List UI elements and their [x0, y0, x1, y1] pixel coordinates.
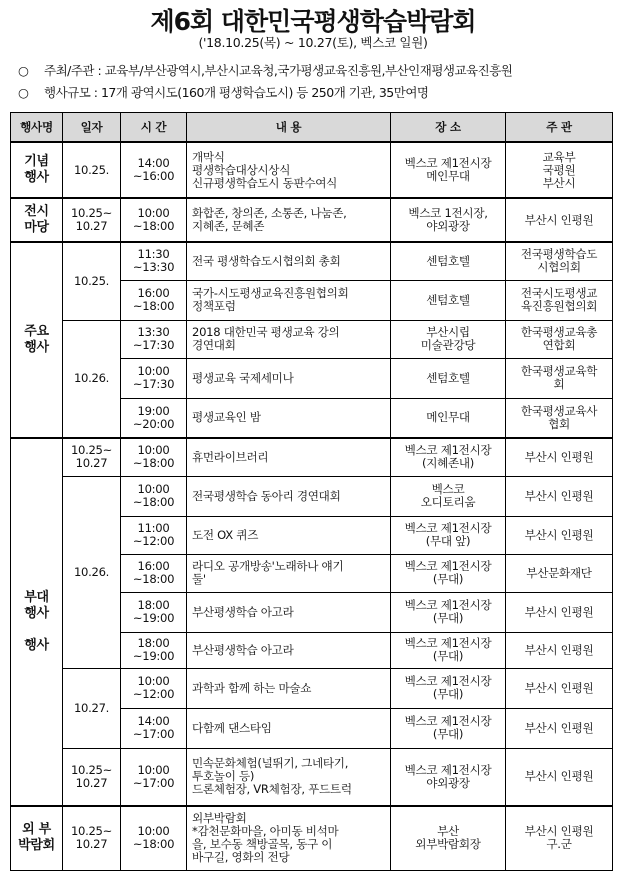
place-cell: 벡스코 제1전시장 (무대) [391, 668, 506, 708]
date-cell: 10.26. [63, 320, 121, 438]
host-cell: 부산시 인평원 [506, 708, 613, 748]
table-row [11, 198, 613, 242]
place-cell: 메인무대 [391, 398, 506, 438]
time-cell: 11:30 ~13:30 [121, 242, 187, 280]
content-cell: 평생교육인 밤 [187, 398, 391, 438]
host-cell: 부산시 인평원 [506, 748, 613, 806]
content-cell: 외부박람회 *감천문화마을, 아미동 비석마 을, 보수동 책방골목, 동구 이 바구길, 영화의 전당 [187, 806, 391, 870]
content-cell: 개막식 평생학습대상시상식 신규평생학습도시 동판수여식 [187, 142, 391, 198]
host-cell: 교육부 국평원 부산시 [506, 142, 613, 198]
time-cell: 10:00 ~12:00 [121, 668, 187, 708]
schedule-table [10, 112, 613, 871]
host-cell: 부산시 인평원 구.군 [506, 806, 613, 870]
table-row [11, 242, 613, 280]
place-cell: 벡스코 제1전시장 (무대) [391, 554, 506, 592]
time-cell: 16:00 ~18:00 [121, 554, 187, 592]
category-cell: 부대 행사 행사 [11, 438, 63, 806]
place-cell: 센텀호텔 [391, 280, 506, 320]
time-cell: 10:00 ~17:00 [121, 748, 187, 806]
host-cell: 전국평생학습도 시협의회 [506, 242, 613, 280]
place-cell: 벡스코 제1전시장 (무대) [391, 632, 506, 668]
table-row [11, 806, 613, 870]
content-cell: 부산평생학습 아고라 [187, 592, 391, 632]
date-cell: 10.25. [63, 142, 121, 198]
content-cell: 도전 OX 퀴즈 [187, 516, 391, 554]
date-cell: 10.25~ 10.27 [63, 438, 121, 476]
category-cell: 주요 행사 [11, 242, 63, 438]
info-line-organizer [18, 61, 512, 79]
date-cell: 10.27. [63, 668, 121, 748]
host-cell: 부산시 인평원 [506, 198, 613, 242]
place-cell: 벡스코 제1전시장 (무대 앞) [391, 516, 506, 554]
time-cell: 19:00 ~20:00 [121, 398, 187, 438]
time-cell: 13:30 ~17:30 [121, 320, 187, 358]
time-cell: 14:00 ~16:00 [121, 142, 187, 198]
table-row [11, 438, 613, 476]
place-cell: 센텀호텔 [391, 242, 506, 280]
content-cell: 전국 평생학습도시협의회 총회 [187, 242, 391, 280]
table-row [11, 320, 613, 358]
place-cell: 벡스코 제1전시장 (무대) [391, 708, 506, 748]
header-time: 시 간 [121, 113, 187, 143]
info-line-scale [18, 83, 428, 101]
page-subtitle: ('18.10.25(목) ~ 10.27(토), 벡스코 일원) [198, 35, 428, 50]
place-cell: 벡스코 오디토리움 [391, 476, 506, 516]
host-cell: 부산시 인평원 [506, 438, 613, 476]
time-cell: 10:00 ~18:00 [121, 438, 187, 476]
time-cell: 10:00 ~18:00 [121, 476, 187, 516]
date-cell: 10.25~ 10.27 [63, 198, 121, 242]
date-cell: 10.25. [63, 242, 121, 320]
time-cell: 10:00 ~18:00 [121, 806, 187, 870]
place-cell: 센텀호텔 [391, 358, 506, 398]
time-cell: 16:00 ~18:00 [121, 280, 187, 320]
content-cell: 다함께 댄스타임 [187, 708, 391, 748]
time-cell: 18:00 ~19:00 [121, 592, 187, 632]
table-row [11, 476, 613, 516]
time-cell: 11:00 ~12:00 [121, 516, 187, 554]
content-cell: 라디오 공개방송'노래하나 얘기 둘' [187, 554, 391, 592]
content-cell: 휴먼라이브러리 [187, 438, 391, 476]
host-cell: 부산시 인평원 [506, 516, 613, 554]
table-row [11, 668, 613, 708]
content-cell: 전국평생학습 동아리 경연대회 [187, 476, 391, 516]
bullet-icon: ○ [18, 85, 29, 100]
place-cell: 벡스코 제1전시장 야외광장 [391, 748, 506, 806]
content-cell: 2018 대한민국 평생교육 강의 경연대회 [187, 320, 391, 358]
header-event: 행사명 [11, 113, 63, 143]
bullet-icon: ○ [18, 63, 29, 78]
table-row [11, 142, 613, 198]
time-cell: 10:00 ~17:30 [121, 358, 187, 398]
host-cell: 부산시 인평원 [506, 592, 613, 632]
place-cell: 벡스코 제1전시장 (무대) [391, 592, 506, 632]
time-cell: 10:00 ~18:00 [121, 198, 187, 242]
header-content: 내 용 [187, 113, 391, 143]
host-cell: 부산시 인평원 [506, 632, 613, 668]
place-cell: 벡스코 1전시장, 야외광장 [391, 198, 506, 242]
header-place: 장 소 [391, 113, 506, 143]
content-cell: 과학과 함께 하는 마술쇼 [187, 668, 391, 708]
host-cell: 부산시 인평원 [506, 668, 613, 708]
header-date: 일자 [63, 113, 121, 143]
table-header-row [11, 113, 613, 143]
info-text: 주최/주관 : 교육부/부산광역시,부산시교육청,국가평생교육진흥원,부산인재평생교육진흥원 [44, 63, 513, 78]
header-host: 주 관 [506, 113, 613, 143]
place-cell: 부산 외부박람회장 [391, 806, 506, 870]
time-cell: 14:00 ~17:00 [121, 708, 187, 748]
place-cell: 벡스코 제1전시장 메인무대 [391, 142, 506, 198]
category-cell: 기념 행사 [11, 142, 63, 198]
content-cell: 부산평생학습 아고라 [187, 632, 391, 668]
content-cell: 국가-시도평생교육진흥원협의회 정책포럼 [187, 280, 391, 320]
info-text: 행사규모 : 17개 광역시도(160개 평생학습도시) 등 250개 기관, 35만여명 [44, 85, 429, 100]
host-cell: 부산문화재단 [506, 554, 613, 592]
table-row [11, 748, 613, 806]
page-title: 제6회 대한민국평생학습박람회 [150, 7, 476, 36]
content-cell: 민속문화체험(널뛰기, 그네타기, 투호놀이 등) 드론체험장, VR체험장, 푸드트럭 [187, 748, 391, 806]
place-cell: 벡스코 제1전시장 (지혜존내) [391, 438, 506, 476]
category-cell: 외 부 박람회 [11, 806, 63, 870]
content-cell: 평생교육 국제세미나 [187, 358, 391, 398]
category-cell: 전시 마당 [11, 198, 63, 242]
date-cell: 10.25~ 10.27 [63, 806, 121, 870]
date-cell: 10.26. [63, 476, 121, 668]
host-cell: 부산시 인평원 [506, 476, 613, 516]
content-cell: 화합존, 창의존, 소통존, 나눔존, 지혜존, 문혜존 [187, 198, 391, 242]
host-cell: 한국평생교육학 회 [506, 358, 613, 398]
host-cell: 한국평생교육사 협회 [506, 398, 613, 438]
place-cell: 부산시립 미술관강당 [391, 320, 506, 358]
date-cell: 10.25~ 10.27 [63, 748, 121, 806]
time-cell: 18:00 ~19:00 [121, 632, 187, 668]
host-cell: 한국평생교육총 연합회 [506, 320, 613, 358]
host-cell: 전국시도평생교 육진흥원협의회 [506, 280, 613, 320]
